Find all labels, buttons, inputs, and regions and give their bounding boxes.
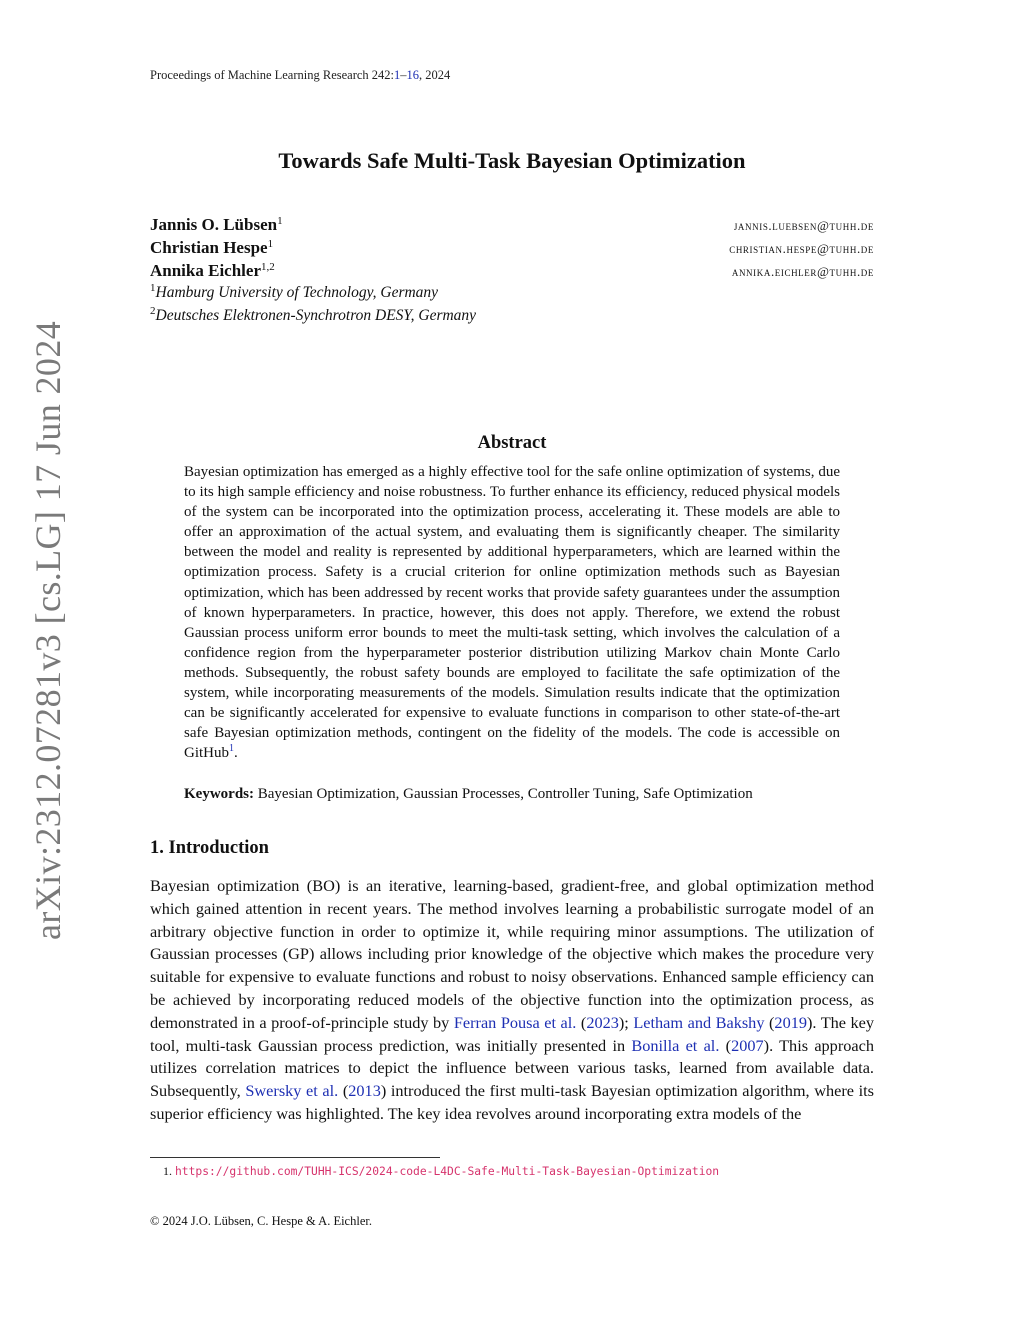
header-dash: – [400,68,407,82]
affiliation: $^1$Hamburg University of Technology, Germany [150,282,439,301]
citation-year-link[interactable]: 2019 [774,1012,807,1032]
citation-year-link[interactable]: 2007 [731,1035,764,1055]
intro-paragraph: Bayesian optimization (BO) is an iterative, learning-based, gradient-free, and global optimization method which gained attention in recent years. The method involves learning a probabilistic surrogate model of an arbitrary objective function in order to optimize it, while requiring minor assumptions. The utilization of Gaussian processes (GP) allows including prior knowledge of the objective which makes the procedure very suitable for expensive to evaluate functions and robust to noisy observations. Enhanced sample efficiency can be achieved by incorporating reduced models of the objective function into the optimization process, as demonstrated in a proof-of-principle study by Ferran Pousa et al. (2023); Letham and Bakshy (2019). The key tool, multi-task Gaussian process prediction, was initially presented in Bonilla et al. (2007). This approach utilizes correlation matrices to depict the influence between various tasks, learned from available data. Subsequently, Swersky et al. (2013) introduced the first multi-task Bayesian optimization algorithm, where its superior efficiency was highlighted. The key idea revolves around incorporating extra models of the [150,876,875,1123]
citation-link[interactable]: Bonilla et al. [631,1035,720,1055]
footnote-url-link[interactable]: https://github.com/TUHH-ICS/2024-code-L4DC-Safe-Multi-Task-Bayesian-Optimization [175,1165,720,1178]
author-block [150,215,874,330]
keywords-text: Bayesian Optimization, Gaussian Processes, Controller Tuning, Safe Optimization [257,786,753,802]
footnote-rule [150,1157,440,1158]
page-end-link[interactable]: 16 [406,68,420,82]
author-email[interactable]: christian.hespe@tuhh.de [729,241,874,256]
section-heading: 1. Introduction [150,838,269,858]
citation-year-link[interactable]: 2023 [586,1012,619,1032]
author-row [150,215,874,238]
paper-title: Towards Safe Multi-Task Bayesian Optimization [278,148,746,173]
footnote-ref-link[interactable]: 1 [229,743,234,755]
copyright-notice: © 2024 J.O. Lübsen, C. Hespe & A. Eichler. [150,1214,372,1228]
keywords-label: Keywords: [184,786,254,802]
citation-year-link[interactable]: 2013 [348,1081,381,1101]
header-year: , 2024 [419,68,451,82]
citation-link[interactable]: Ferran Pousa et al. [453,1012,577,1032]
author-name: Christian Hespe$^1$ [150,238,274,257]
author-affil-mark: 1 [267,238,274,250]
arxiv-stamp: arXiv:2312.07281v3 [cs.LG] 17 Jun 2024 [28,320,68,940]
author-affil-mark: 1,2 [261,261,275,273]
citation-link[interactable]: Letham and Bakshy [633,1012,765,1032]
citation-link[interactable]: Swersky et al. [245,1081,339,1101]
author-row [150,238,874,261]
footnote [163,1164,719,1179]
page-start-link[interactable]: 1 [394,68,401,82]
author-row [150,261,874,284]
author-affil-mark: 1 [277,215,283,227]
keywords [184,786,884,803]
footnote-number: 1. [163,1164,172,1178]
header-prefix: Proceedings of Machine Learning Research 242: [150,68,395,82]
affiliation: $^2$Deutsches Elektronen-Synchrotron DESY, Germany [150,305,477,324]
author-email[interactable]: jannis.luebsen@tuhh.de [733,218,874,233]
author-name: Annika Eichler$^{1,2}$ [150,261,275,280]
abstract-text: Bayesian optimization has emerged as a highly effective tool for the safe online optimization of systems, due to its high sample efficiency and noise robustness. To further enhance its efficiency, reduced physical models of the system can be incorporated into the optimization process, accelerating it. These models are able to offer an approximation of the actual system, and evaluating them is significantly cheaper. The similarity between the model and reality is represented by additional hyperparameters, which are learned within the optimization process. Safety is a crucial criterion for online optimization methods such as Bayesian optimization, which has been addressed by recent works that provide safety guarantees under the assumption of known hyperparameters. In practice, however, this does not apply. Therefore, we extend the robust Gaussian process uniform error bounds to meet the multi-task setting, which involves the calculation of a confidence region from the hyperparameter posterior distribution utilizing Markov chain Monte Carlo methods. Subsequently, the robust safety bounds are employed to facilitate the safe optimization of the system, while incorporating measurements of the models. Simulation results indicate that the optimization can be significantly accelerated for expensive to evaluate functions in comparison to other state-of-the-art safe Bayesian optimization methods, contingent on the fidelity of the models. The code is accessible on GitHub$^1$. [184,464,840,762]
running-header [150,68,450,83]
author-name: Jannis O. Lübsen$^1$ [150,215,283,234]
abstract-heading: Abstract [477,433,547,453]
author-email[interactable]: annika.eichler@tuhh.de [731,264,874,279]
